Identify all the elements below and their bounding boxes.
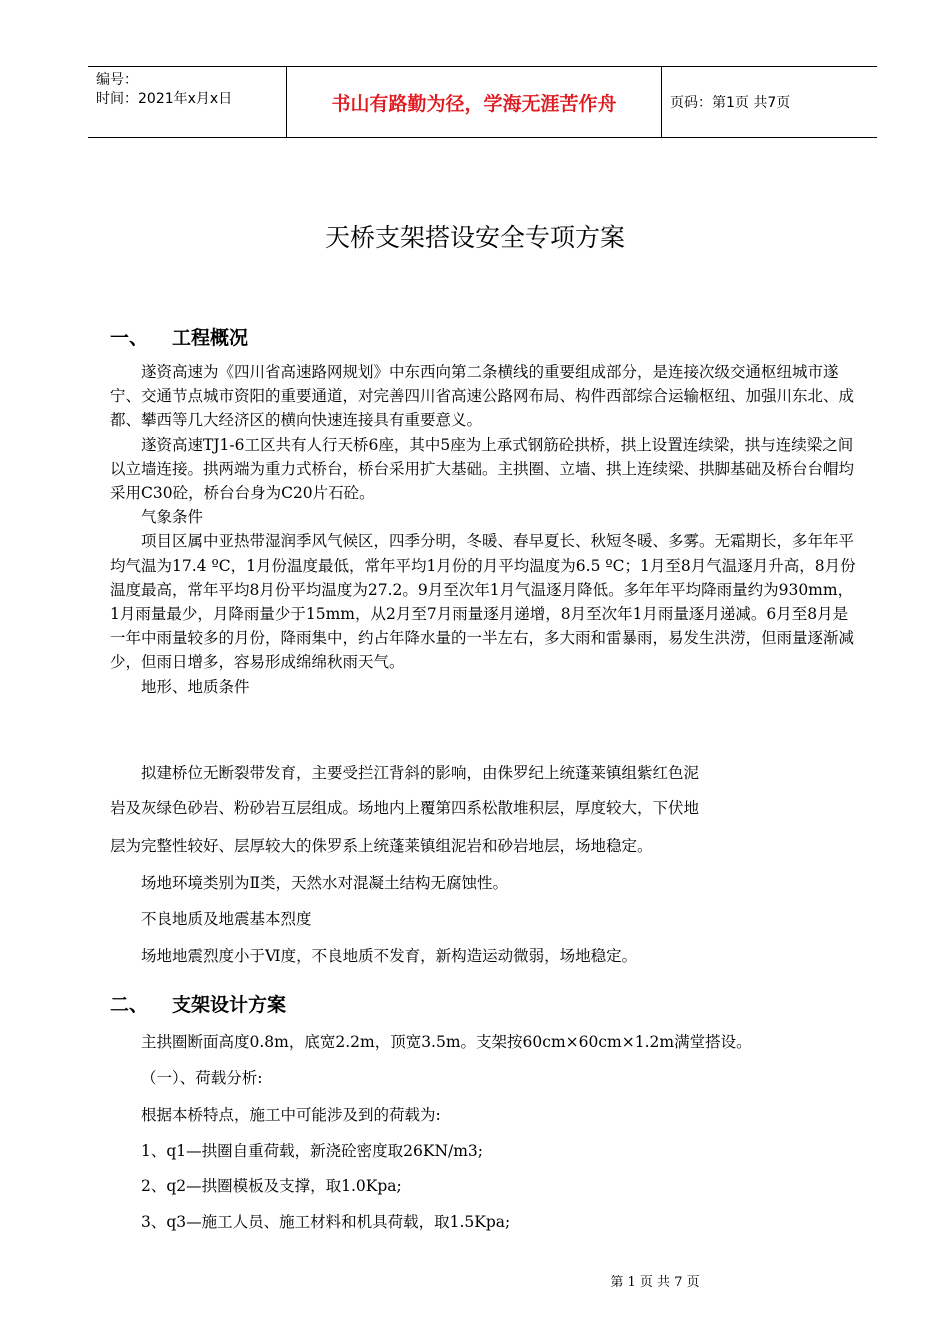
geology-line-1: 拟建桥位无断裂带发育，主要受拦江背斜的影响，由侏罗纪上统蓬莱镇组紫红色泥: [141, 764, 700, 782]
header-meta: [96, 71, 286, 109]
page-header: [88, 66, 877, 138]
environment-line: 场地环境类别为Ⅱ类，天然水对混凝土结构无腐蚀性。: [141, 874, 509, 892]
document-title: 天桥支架搭设安全专项方案: [324, 223, 625, 252]
header-motto: 书山有路勤为径，学海无涯苦作舟: [286, 67, 662, 137]
document-time-label: 时间：2021年x月x日: [96, 91, 233, 107]
header-page-info: 页码：第1页 共7页: [670, 95, 791, 111]
paragraph-bridges: 遂资高速TJ1-6工区共有人行天桥6座，其中5座为上承式钢筋砼拱桥，拱上设置连续梁，拱与连续梁之间以立墙连接。拱两端为重力式桥台，桥台采用扩大基础。主拱圈、立墙、拱上连续梁、拱脚基础及桥台台帽均采用C30砼，桥台台身为C20片石砼。: [110, 435, 855, 503]
footer-page-number: 第 1 页 共 7 页: [610, 1275, 700, 1290]
section-title: 工程概况: [172, 327, 249, 349]
subheading-climate: 气象条件: [141, 508, 204, 527]
support-dimensions-line: 主拱圈断面高度0.8m，底宽2.2m，顶宽3.5m。支架按60cm×60cm×1.2m满堂搭设。: [141, 1033, 752, 1051]
page-footer: [0, 1271, 950, 1290]
document-code-label: 编号：: [96, 72, 138, 88]
load-intro-line: 根据本桥特点，施工中可能涉及到的荷载为:: [141, 1106, 441, 1124]
section-number: 二、: [110, 994, 149, 1016]
geology-line-2: 岩及灰绿色砂岩、粉砂岩互层组成。场地内上覆第四系松散堆积层，厚度较大，下伏地: [110, 799, 700, 817]
subheading-geology: 地形、地质条件: [141, 677, 250, 696]
section-heading-1: [110, 323, 248, 350]
seismic-subheading: 不良地质及地震基本烈度: [141, 910, 312, 928]
section-heading-2: [110, 990, 286, 1017]
section-title: 支架设计方案: [172, 994, 287, 1016]
load-item-3: 3、q3—施工人员、施工材料和机具荷载，取1.5Kpa;: [141, 1213, 511, 1231]
seismic-line: 场地地震烈度小于Ⅵ度，不良地质不发育，新构造运动微弱，场地稳定。: [141, 947, 638, 965]
paragraph-overview: 遂资高速为《四川省高速路网规划》中东西向第二条横线的重要组成部分，是连接次级交通枢纽城市遂宁、交通节点城市资阳的重要通道，对完善四川省高速公路网布局、构件西部综合运输枢纽、加强川东北、成都、攀西等几大经济区的横向快速连接具有重要意义。: [110, 363, 855, 430]
section-1-body: [110, 360, 860, 699]
paragraph-climate: 项目区属中亚热带湿润季风气候区，四季分明，冬暖、春早夏长、秋短冬暖、多雾。无霜期长，多年年平均气温为17.4 ºC，1月份温度最低，常年平均1月份的月平均温度为6.5 ºC；1月至8月气温逐月升高，8月份温度最高，常年平均8月份平均温度为27.2。9月至次年1月气温逐月降低。多年年平均降雨量约为930mm，1月雨量最少，月降雨量少于15mm，从2月至7月雨量逐月递增，8月至次年1月雨量逐月递减。6月至8月是一年中雨量较多的月份，降雨集中，约占年降水量的一半左右，多大雨和雷暴雨，易发生洪涝，但雨量逐渐减少，但雨日增多，容易形成绵绵秋雨天气。: [110, 532, 856, 672]
load-item-1: 1、q1—拱圈自重荷载，新浇砼密度取26KN/m3;: [141, 1142, 484, 1160]
geology-line-3: 层为完整性较好、层厚较大的侏罗系上统蓬莱镇组泥岩和砂岩地层，场地稳定。: [110, 837, 653, 855]
section-number: 一、: [110, 327, 149, 349]
load-item-2: 2、q2—拱圈模板及支撑，取1.0Kpa;: [141, 1177, 402, 1195]
load-analysis-heading: （一）、荷载分析:: [141, 1069, 263, 1087]
